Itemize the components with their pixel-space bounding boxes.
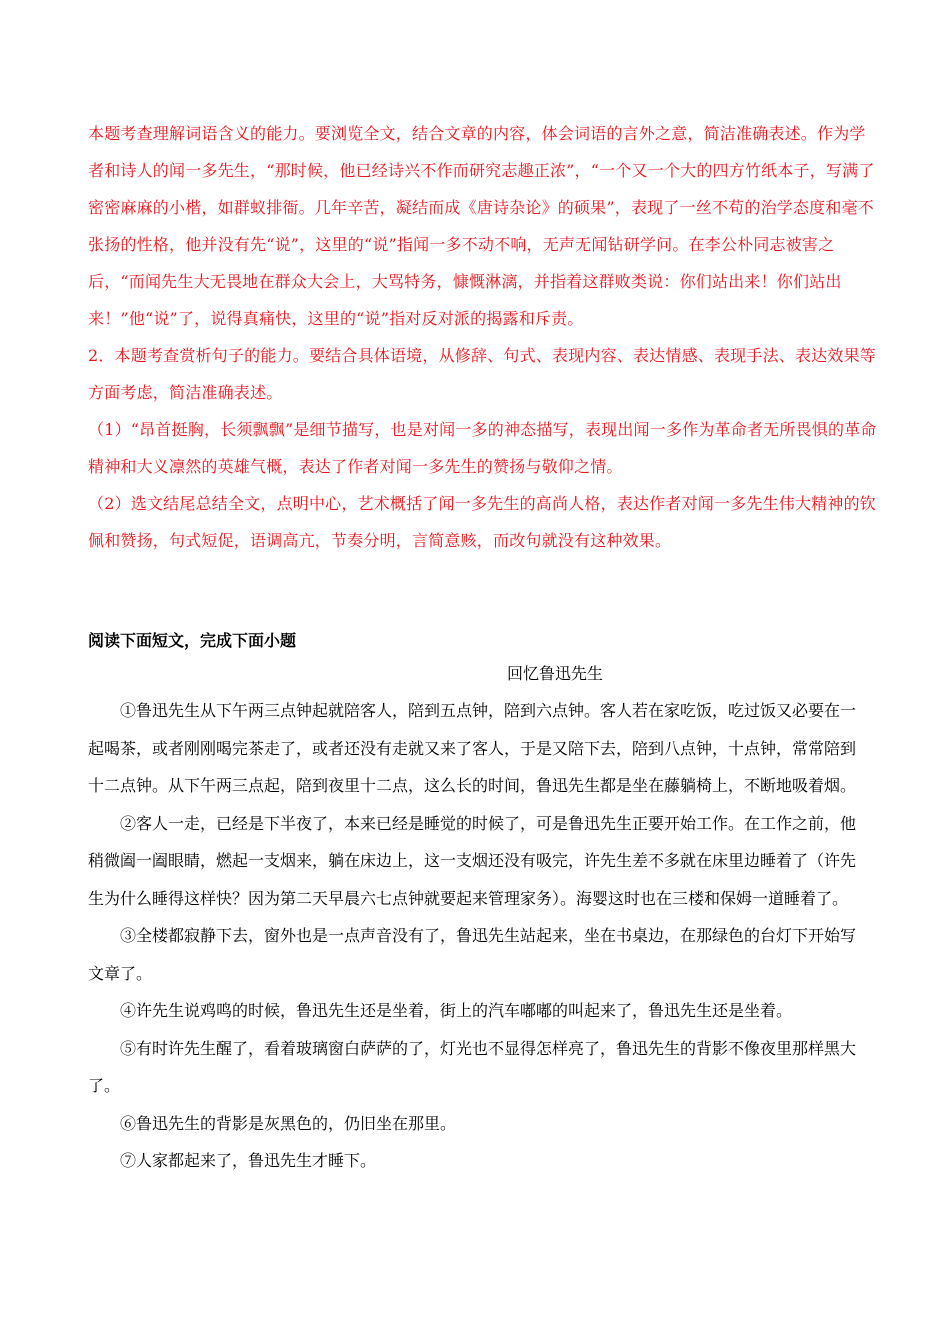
reading-instruction: 阅读下面短文，完成下面小题: [88, 631, 297, 650]
passage-paragraph: ⑥鲁迅先生的背影是灰黑色的，仍旧坐在那里。: [120, 1113, 457, 1133]
passage-title: 回忆鲁迅先生: [506, 664, 603, 683]
answer-paragraph-2: 2．本题考查赏析句子的能力。要结合具体语境，从修辞、句式、表现内容、表达情感、表现手法、表达效果等方面考虑，简洁准确表述。: [88, 346, 876, 402]
answer-paragraph-4: （2）选文结尾总结全文，点明中心，艺术概括了闻一多先生的高尚人格，表达作者对闻一多先生伟大精神的钦佩和赞扬，句式短促，语调高亢，节奏分明，言简意赅，而改句就没有这种效果。: [88, 494, 876, 550]
passage-paragraph: ①鲁迅先生从下午两三点钟起就陪客人，陪到五点钟，陪到六点钟。客人若在家吃饭，吃过饭又必要在一起喝茶，或者刚刚喝完茶走了，或者还没有走就又来了客人，于是又陪下去，陪到八点钟，十点钟，常常陪到十二点钟。从下午两三点起，陪到夜里十二点，这么长的时间，鲁迅先生都是坐在藤躺椅上，不断地吸着烟。: [88, 701, 857, 795]
passage-paragraph: ⑦人家都起来了，鲁迅先生才睡下。: [120, 1151, 377, 1170]
answer-paragraph-3: （1）“昂首挺胸，长须飘飘”是细节描写，也是对闻一多的神态描写，表现出闻一多作为革命者无所畏惧的革命精神和大义凛然的英雄气概，表达了作者对闻一多先生的赞扬与敬仰之情。: [88, 420, 877, 476]
passage-paragraph: ②客人一走，已经是下半夜了，本来已经是睡觉的时候了，可是鲁迅先生正要开始工作。在工作之前，他稍微阖一阖眼睛，燃起一支烟来，躺在床边上，这一支烟还没有吸完，许先生差不多就在床里边睡着了（许先生为什么睡得这样快？因为第二天早晨六七点钟就要起来管理家务）。海婴这时也在三楼和保姆一道睡着了。: [88, 813, 857, 908]
passage-paragraph: ④许先生说鸡鸣的时候，鲁迅先生还是坐着，街上的汽车嘟嘟的叫起来了，鲁迅先生还是坐着。: [120, 1001, 793, 1020]
answer-analysis: [88, 115, 880, 559]
answer-paragraph-1: 本题考查理解词语含义的能力。要浏览全文，结合文章的内容，体会词语的言外之意，简洁准确表述。作为学者和诗人的闻一多先生，“那时候，他已经诗兴不作而研究志趣正浓”，“一个又一个大的四方竹纸本子，写满了密密麻麻的小楷，如群蚁排衙。几年辛苦，凝结而成《唐诗杂论》的硕果”，表现了一丝不苟的治学态度和毫不张扬的性格，他并没有先“说”，这里的“说”指闻一多不动不响，无声无闻钻研学问。在李公朴同志被害之后，“而闻先生大无畏地在群众大会上，大骂特务，慷慨淋漓，并指着这群败类说：你们站出来！你们站出来！”他“说”了，说得真痛快，这里的“说”指对反对派的揭露和斥责。: [88, 124, 875, 328]
passage-paragraph: ③全楼都寂静下去，窗外也是一点声音没有了，鲁迅先生站起来，坐在书桌边，在那绿色的台灯下开始写文章了。: [88, 926, 857, 983]
passage-body: [88, 692, 868, 1180]
passage-paragraph: ⑤有时许先生醒了，看着玻璃窗白萨萨的了，灯光也不显得怎样亮了，鲁迅先生的背影不像夜里那样黑大了。: [88, 1038, 857, 1095]
